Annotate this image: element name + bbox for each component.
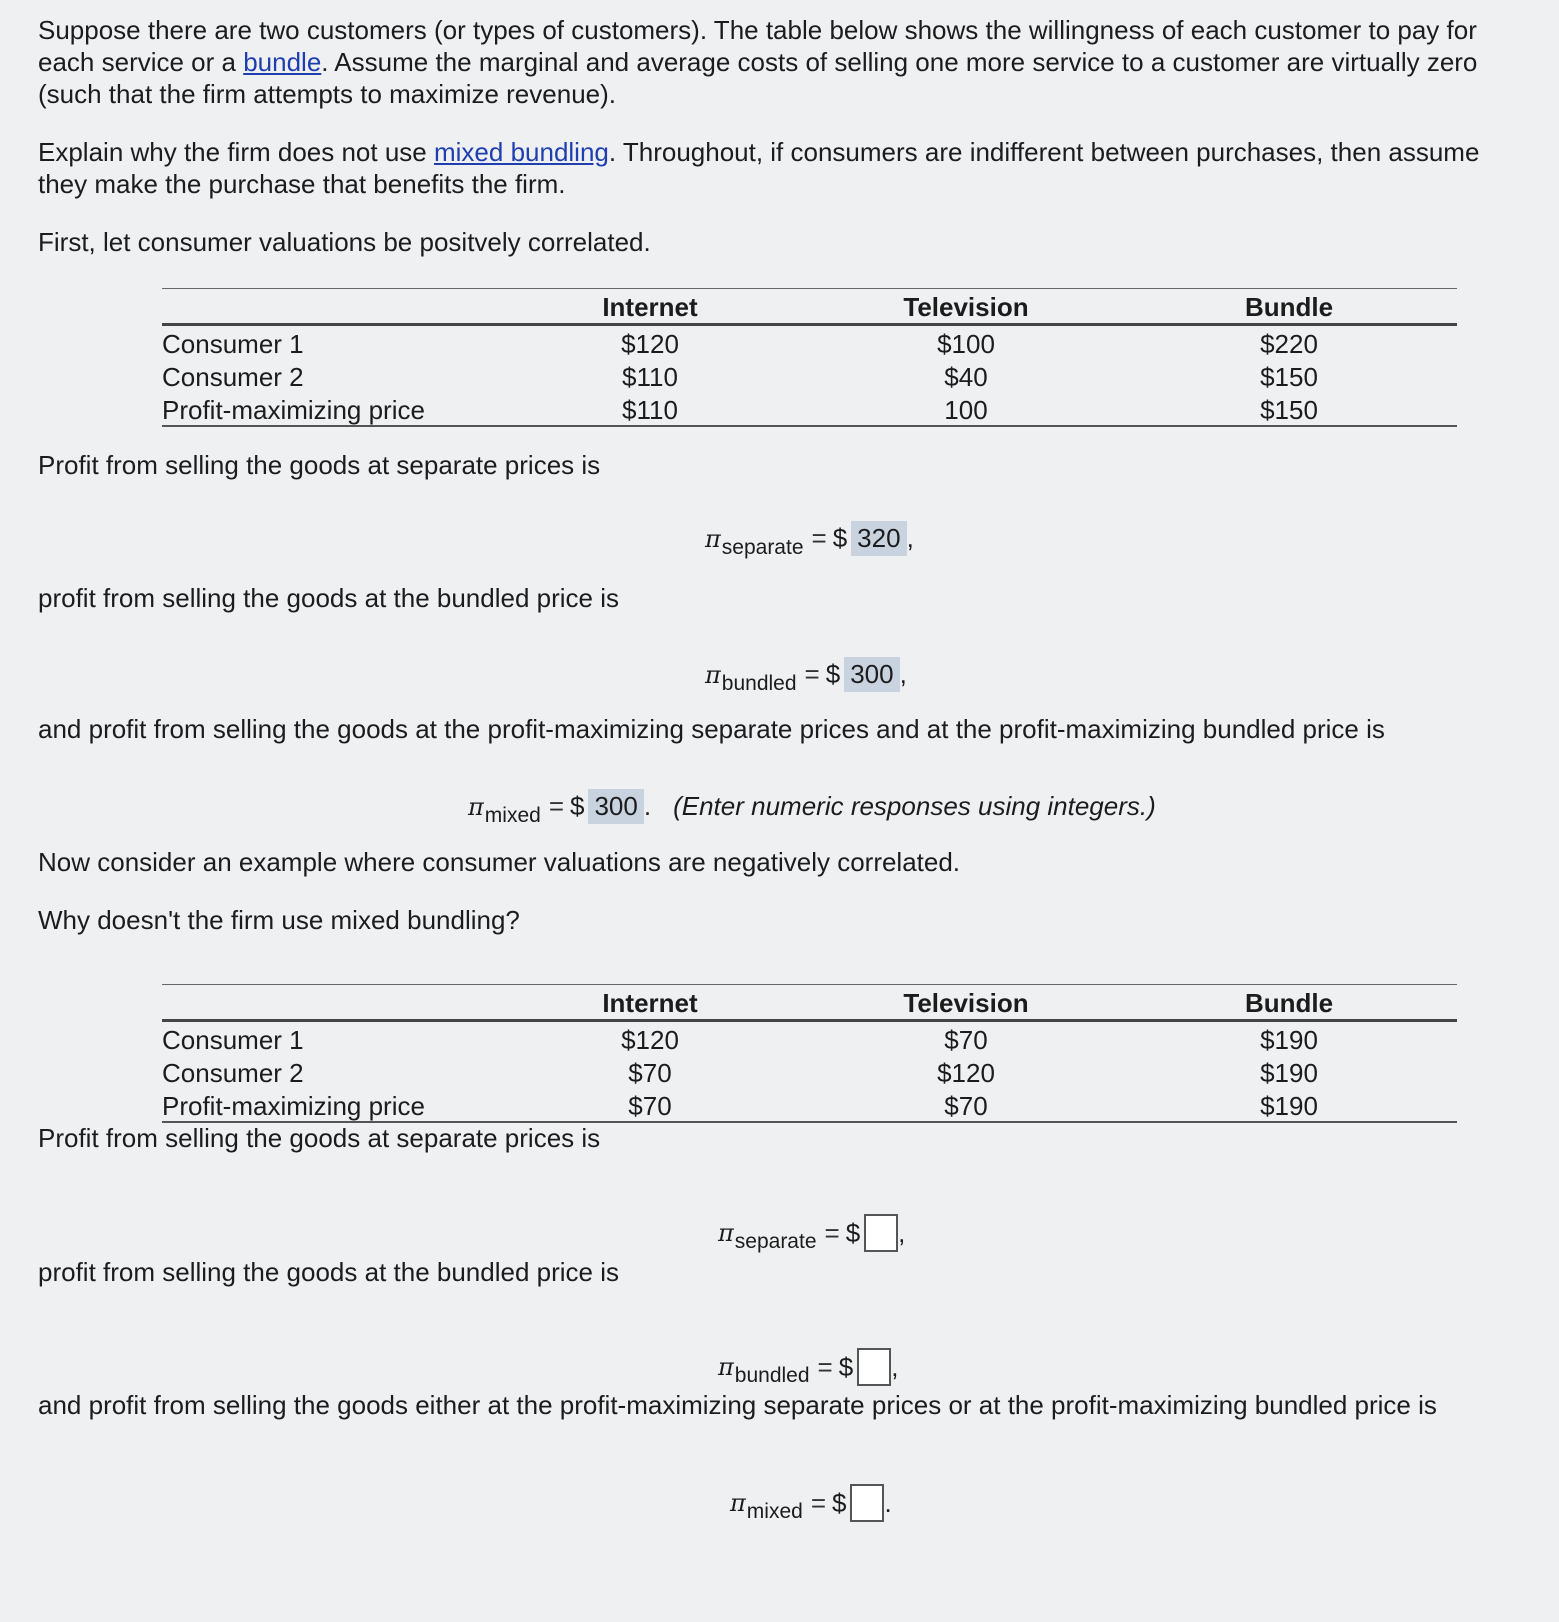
header-internet: Internet (602, 988, 698, 1018)
cell-internet: $120 (621, 1025, 679, 1055)
dollar-sign: $ (838, 1351, 854, 1382)
cell-bundle: $220 (1260, 329, 1318, 359)
negative-correlation-intro: Now consider an example where consumer valuations are negatively correlated. (38, 847, 961, 877)
bundled-profit-equation-2: π bundled = $ , (718, 1348, 898, 1386)
row-label: Consumer 1 (162, 329, 304, 359)
cell-bundle: $190 (1260, 1091, 1318, 1121)
equation-subscript: bundled (734, 1364, 810, 1387)
mixed-profit-equation-2: π mixed = $ . (730, 1484, 892, 1522)
table-row (162, 326, 1457, 359)
cell-bundle: $190 (1260, 1058, 1318, 1088)
separate-profit-equation-1: π separate = $ 320 , (705, 523, 914, 559)
dollar-sign: $ (570, 791, 585, 821)
cell-television: $70 (944, 1025, 988, 1055)
intro-text-2: . Assume the marginal and average costs of selling one more service to a customer are virtually zero (such that the firm attempts to maximize revenue). (38, 47, 1478, 109)
header-television: Television (903, 292, 1029, 322)
header-internet: Internet (602, 292, 698, 322)
bundled-profit-input-2[interactable] (857, 1348, 891, 1386)
dollar-sign: $ (832, 1487, 847, 1518)
mixed-profit-equation-1: π mixed = $ 300 . (Enter numeric responses using integers.) (468, 791, 1156, 827)
equals-sign: = (811, 523, 827, 553)
cell-bundle: $150 (1260, 395, 1318, 425)
cell-internet: $120 (621, 329, 679, 359)
cell-internet: $70 (628, 1091, 672, 1121)
cell-bundle: $190 (1260, 1025, 1318, 1055)
header-bundle: Bundle (1244, 292, 1334, 322)
table-header-row (162, 985, 1457, 1022)
pi-symbol: π (468, 792, 484, 821)
mixed-profit-input-2[interactable] (850, 1484, 884, 1522)
cell-television: $40 (944, 362, 988, 392)
header-television: Television (903, 988, 1029, 1018)
separate-prices-text-2: Profit from selling the goods at separate prices is (38, 1123, 601, 1153)
intro-paragraph (38, 14, 1518, 110)
bundled-price-text-1: profit from selling the goods at the bundled price is (38, 583, 620, 613)
table-row (162, 359, 1457, 392)
cell-television: 100 (944, 395, 988, 425)
row-label: Consumer 2 (162, 1058, 304, 1088)
intro-text-1: Suppose there are two customers (or types of customers). The table below shows the willingness of each customer to pay for each service or a (38, 15, 1477, 77)
cell-internet: $110 (622, 362, 678, 392)
separate-profit-answer-1[interactable]: 320 (851, 521, 906, 556)
pi-symbol: π (705, 660, 721, 689)
separate-prices-text-1: Profit from selling the goods at separate prices is (38, 450, 601, 480)
equals-sign: = (548, 791, 564, 821)
pi-symbol: π (705, 524, 721, 553)
valuation-table-negative (162, 984, 1457, 1123)
pi-symbol: π (718, 1219, 734, 1247)
mixed-bundling-link[interactable]: mixed bundling (433, 137, 609, 167)
row-label: Consumer 1 (162, 1025, 304, 1055)
equals-sign: = (810, 1487, 826, 1518)
mixed-profit-answer-1[interactable]: 300 (588, 789, 643, 824)
equals-sign: = (817, 1351, 833, 1382)
integer-note: (Enter numeric responses using integers.) (673, 791, 1156, 821)
row-label: Profit-maximizing price (162, 395, 425, 425)
table-header-row (162, 289, 1457, 326)
pi-symbol: π (718, 1353, 734, 1381)
explain-text-1: Explain why the firm does not use (38, 137, 434, 167)
dollar-sign: $ (825, 659, 841, 689)
separate-profit-equation-2: π separate = $ , (718, 1214, 905, 1252)
dollar-sign: $ (832, 523, 848, 553)
cell-television: $70 (944, 1091, 988, 1121)
equation-subscript: mixed (746, 1500, 803, 1523)
cell-internet: $110 (622, 395, 678, 425)
bundle-link[interactable]: bundle (243, 47, 322, 77)
pi-symbol: π (730, 1489, 746, 1517)
equation-subscript: separate (721, 535, 804, 559)
cell-television: $100 (937, 329, 995, 359)
explain-text-2: . Throughout, if consumers are indifferent between purchases, then assume they make the purchase that benefits the firm. (38, 137, 1480, 199)
equation-subscript: mixed (484, 803, 541, 827)
cell-internet: $70 (628, 1058, 672, 1088)
positive-correlation-intro: First, let consumer valuations be positvely correlated. (38, 227, 651, 257)
explain-paragraph (38, 136, 1518, 200)
dollar-sign: $ (845, 1217, 861, 1248)
why-question: Why doesn't the firm use mixed bundling? (38, 905, 520, 935)
table-row (162, 1055, 1457, 1088)
bundled-profit-equation-1: π bundled = $ 300 , (705, 659, 907, 695)
header-bundle: Bundle (1244, 988, 1334, 1018)
valuation-table-positive (162, 288, 1457, 427)
table-row (162, 1022, 1457, 1055)
equation-subscript: separate (734, 1230, 817, 1253)
row-label: Profit-maximizing price (162, 1091, 425, 1121)
table-row (162, 392, 1457, 427)
bundled-price-text-2: profit from selling the goods at the bundled price is (38, 1257, 620, 1287)
mixed-text-2: and profit from selling the goods either at the profit-maximizing separate prices or at the profit-maximizing bundled price is (38, 1390, 1437, 1420)
table-row (162, 1088, 1457, 1123)
separate-profit-input-2[interactable] (864, 1214, 898, 1252)
cell-television: $120 (937, 1058, 995, 1088)
bundled-profit-answer-1[interactable]: 300 (844, 657, 899, 692)
equation-subscript: bundled (721, 671, 797, 695)
mixed-text-1: and profit from selling the goods at the profit-maximizing separate prices and at the profit-maximizing bundled price is (38, 714, 1385, 744)
row-label: Consumer 2 (162, 362, 304, 392)
cell-bundle: $150 (1260, 362, 1318, 392)
equals-sign: = (804, 659, 820, 689)
equals-sign: = (824, 1217, 840, 1248)
